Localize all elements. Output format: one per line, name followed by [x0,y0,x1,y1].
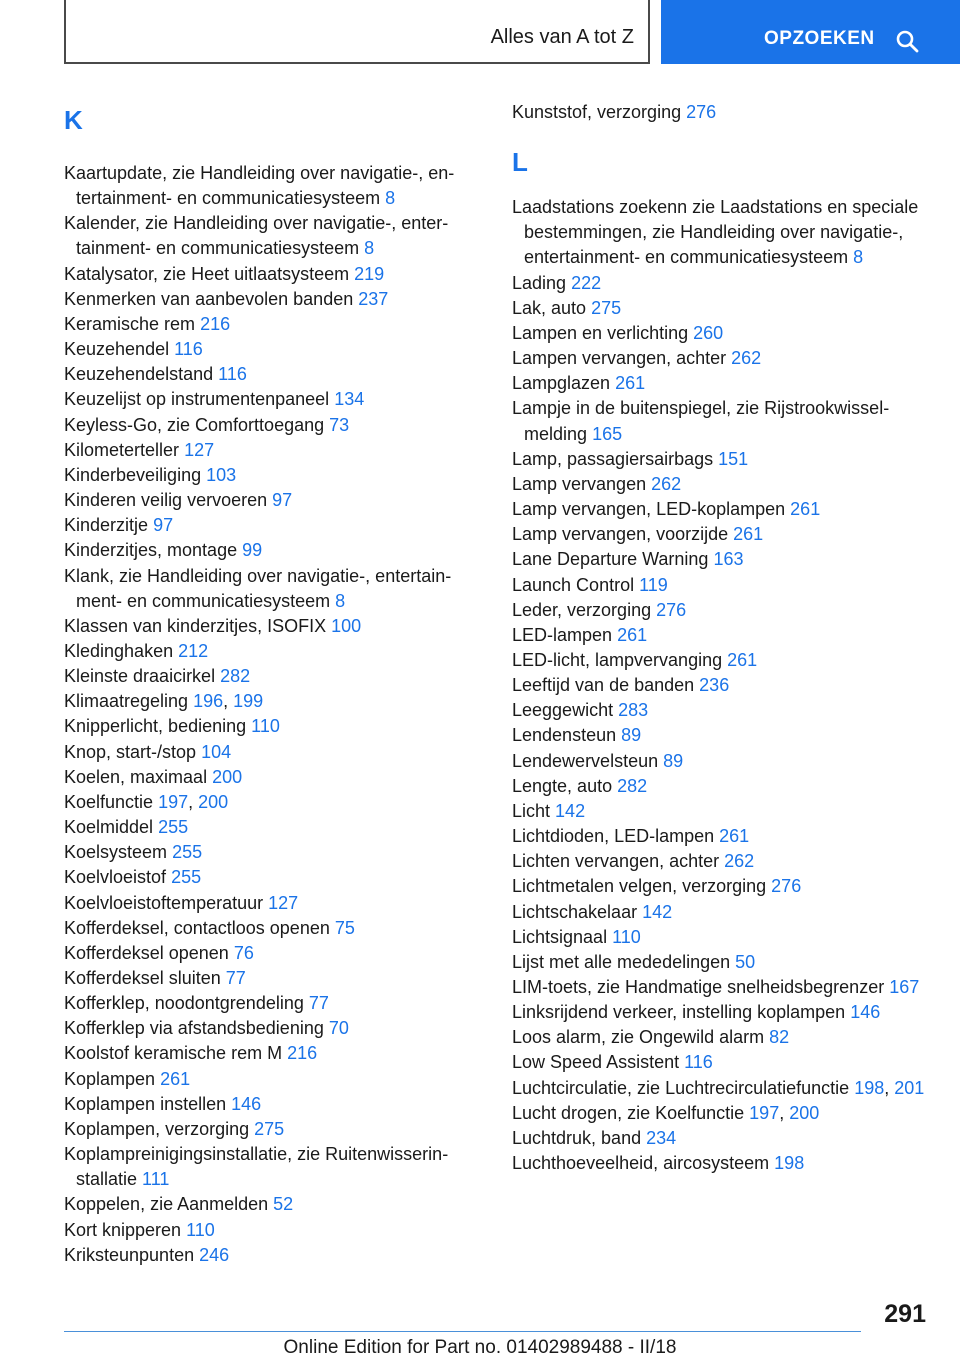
index-entry-text: Keuzelijst op instrumentenpaneel [64,389,330,410]
page-reference-link[interactable]: 197 [749,1102,780,1123]
index-entry [512,975,932,1000]
index-tab-label: Alles van A tot Z [490,26,634,48]
page-reference-link[interactable]: 246 [199,1244,230,1265]
index-entry-text: Lichtschakelaar [512,901,638,922]
index-entry-text: Koelsysteem [64,842,168,863]
page-reference-link[interactable]: 200 [212,766,243,787]
index-entry-text: Kunststof, verzorging [512,102,682,122]
index-entry [512,346,932,371]
index-entry [64,413,484,438]
page-reference-link[interactable]: 100 [331,615,362,636]
page-reference-link[interactable]: 151 [718,448,749,469]
page-reference-link[interactable]: 142 [555,800,586,821]
page-reference-link[interactable]: 200 [198,791,229,812]
page-reference-link[interactable]: 261 [617,624,648,645]
index-entry-text: Kofferdeksel openen [64,942,229,963]
index-entry [64,1041,484,1066]
index-entry [64,1067,484,1092]
page-reference-link[interactable]: 198 [854,1077,885,1098]
index-entry-text: Katalysator, zie Heet uitlaatsysteem [64,263,350,284]
page-reference-link[interactable]: 52 [273,1194,294,1215]
index-entry-text: Lengte, auto [512,775,613,796]
index-entry [64,337,484,362]
page-reference-link[interactable]: 276 [686,102,717,122]
page-reference-link[interactable]: 167 [889,977,920,997]
index-entry-list-continued [512,100,932,125]
page-reference-link[interactable]: 261 [727,649,758,670]
index-entry [512,950,932,975]
index-entry-text: Lampglazen [512,373,611,394]
index-entry [64,362,484,387]
index-entry [512,900,932,925]
index-entry [64,740,484,765]
page-reference-link[interactable]: 73 [329,414,350,435]
index-entry [64,387,484,412]
index-entry [512,447,932,472]
index-entry-list [64,161,484,1268]
page-reference-link[interactable]: 89 [621,725,642,746]
page-reference-link[interactable]: 216 [200,313,231,334]
index-entry [512,925,932,950]
index-entry-text: Keramische rem [64,313,196,334]
index-entry-text: Lampje in de buitenspiegel, zie Rijstrookwisselmelding [512,398,890,444]
page-reference-link[interactable]: 262 [651,473,682,494]
page-number: 291 [884,1300,926,1328]
index-entry-text: LIM-toets, zie Handmatige snelheidsbegrenzer [512,977,885,997]
index-entry-text: Kilometerteller [64,439,180,460]
page-reference-link[interactable]: 142 [642,901,673,922]
index-column-right [512,100,932,1176]
page-reference-link[interactable]: 111 [142,1169,170,1190]
page-reference-link[interactable]: 119 [639,574,668,595]
index-entry [64,564,484,614]
index-entry-text: Knop, start-/stop [64,741,197,762]
page-reference-link[interactable]: 212 [178,640,209,661]
index-entry [64,865,484,890]
index-entry-list [512,195,932,1176]
section-letter-k: K [64,105,83,135]
index-entry-text: Leeggewicht [512,700,614,721]
page-reference-link[interactable]: 283 [618,700,649,721]
page-reference-link[interactable]: 222 [571,272,602,293]
index-entry-text: Kleinste draaicirkel [64,666,216,687]
index-entry [64,991,484,1016]
index-entry [512,673,932,698]
page-reference-link[interactable]: 236 [699,675,730,696]
index-entry-text: Koelmiddel [64,817,154,838]
index-entry [512,799,932,824]
index-entry [64,1243,484,1268]
index-entry [512,1050,932,1075]
index-entry-text: Koolstof keramische rem M [64,1043,283,1064]
index-entry-text: Laadstations zoekenn zie Laadstations en speciale bestemmingen, zie Handleiding over navigatie-, entertainment- en communicatiesysteem [512,197,919,268]
page-reference-link[interactable]: 163 [713,549,744,570]
index-entry [512,296,932,321]
index-entry-text: Low Speed Assistent [512,1052,680,1073]
index-entry [512,1151,932,1176]
page-reference-link[interactable]: 103 [206,464,237,485]
page-reference-link[interactable]: 276 [656,599,687,620]
page-reference-link[interactable]: 262 [724,851,755,872]
index-entry [512,1025,932,1050]
page-reference-link[interactable]: 216 [287,1043,318,1064]
index-entry [512,497,932,522]
index-entry [64,1016,484,1041]
index-entry: Lucht drogen, zie Koelfunctie 197, 200 [512,1102,820,1123]
index-entry [64,211,484,261]
index-entry-text: Lampen en verlichting [512,322,689,343]
index-entry-text: Klassen van kinderzitjes, ISOFIX [64,615,327,636]
index-entry [64,840,484,865]
index-entry [64,463,484,488]
index-entry [64,488,484,513]
index-entry [64,438,484,463]
index-entry-text: Koelfunctie [64,791,154,812]
page-reference-link[interactable]: 198 [774,1153,805,1174]
index-entry-text: Kriksteunpunten [64,1244,195,1265]
page-reference-link[interactable]: 8 [335,590,346,611]
section-letter-l: L [512,147,528,178]
index-entry-text: Luchtdruk, band [512,1127,642,1148]
page-reference-link[interactable]: 196 [193,691,224,712]
page-reference-link[interactable]: 97 [153,515,174,536]
index-entry [512,874,932,899]
index-entry [64,1117,484,1142]
index-entry: Luchtcirculatie, zie Luchtrecirculatiefunctie 198, 201 [512,1077,925,1098]
index-entry-text: Lampen vervangen, achter [512,348,727,369]
page-reference-link[interactable]: 261 [160,1068,191,1089]
page-reference-link[interactable]: 255 [171,867,202,888]
page-reference-link[interactable]: 134 [334,389,365,410]
page-reference-link[interactable]: 50 [735,951,756,972]
page-reference-link[interactable]: 76 [233,942,254,963]
index-entry-text: Koelvloeistof [64,867,167,888]
index-entry [512,774,932,799]
edition-footer: Online Edition for Part no. 01402989488 - II/18 [283,1337,677,1358]
index-entry [64,513,484,538]
index-entry [512,371,932,396]
index-entry [64,312,484,337]
page-reference-link[interactable]: 70 [328,1018,349,1039]
index-entry-text: Loos alarm, zie Ongewild alarm [512,1027,765,1048]
page-reference-link[interactable]: 8 [385,188,396,209]
index-entry-text: Lijst met alle mededelingen [512,951,731,972]
index-entry [64,1218,484,1243]
index-entry-text: Lichtmetalen velgen, verzorging [512,876,767,897]
index-entry [512,271,932,296]
page-reference-link[interactable]: 146 [850,1002,881,1023]
top-navigation-bar [0,0,960,66]
page-reference-link[interactable]: 261 [615,373,646,394]
index-entry-text: Kenmerken van aanbevolen banden [64,288,354,309]
index-entry [512,1000,932,1025]
index-entry [512,1126,932,1151]
index-entry: Koelfunctie 197, 200 [64,791,229,812]
page-reference-link[interactable]: 262 [731,348,762,369]
page-reference-link[interactable]: 234 [646,1127,677,1148]
index-entry-text: Lane Departure Warning [512,549,709,570]
index-entry-text: Koplampreinigingsinstallatie, zie Ruitenwisserinstallatie [64,1144,449,1190]
index-entry-text: Lichten vervangen, achter [512,851,720,872]
index-entry-text: Lak, auto [512,297,587,318]
page-reference-link[interactable]: 276 [771,876,802,897]
index-entry-text: Linksrijdend verkeer, instelling koplampen [512,1002,846,1023]
index-entry [512,396,932,446]
page-reference-link[interactable]: 255 [172,842,203,863]
index-entry [512,472,932,497]
index-entry-text: Lendewervelsteun [512,750,659,771]
index-entry-text: Leder, verzorging [512,599,652,620]
page-reference-link[interactable]: 75 [334,917,355,938]
index-entry [64,262,484,287]
index-entry-text: Kinderzitje [64,515,149,536]
page-reference-link[interactable]: 110 [612,926,641,947]
index-entry-text: Kledinghaken [64,640,174,661]
index-column-left [64,100,484,1268]
index-entry [512,648,932,673]
footer-divider [64,1331,861,1332]
index-entry [64,639,484,664]
index-entry [512,598,932,623]
page-reference-link[interactable]: 282 [617,775,648,796]
index-entry [512,100,932,125]
index-entry-text: Lamp vervangen [512,473,647,494]
page-reference-link[interactable]: 165 [592,423,623,444]
index-entry [512,723,932,748]
index-entry-text: Lading [512,272,567,293]
page-reference-link[interactable]: 200 [789,1102,820,1123]
page-reference-link[interactable]: 89 [663,750,684,771]
index-entry-text: Kinderzitjes, montage [64,540,238,561]
index-entry [64,161,484,211]
index-entry [512,195,932,270]
index-entry [64,941,484,966]
index-entry [64,1192,484,1217]
page-reference-link[interactable]: 261 [733,524,764,545]
index-entry-text: Kinderen veilig vervoeren [64,490,268,511]
search-icon [895,29,919,53]
index-entry-text: Klank, zie Handleiding over navigatie-, entertainment- en communicatiesysteem [64,565,452,611]
index-tab[interactable] [64,0,650,64]
index-entry-text: Koppelen, zie Aanmelden [64,1194,269,1215]
index-entry [64,1092,484,1117]
page-reference-link[interactable]: 219 [354,263,385,284]
index-entry [64,538,484,563]
page-reference-link[interactable]: 282 [220,666,251,687]
page-reference-link[interactable]: 97 [272,490,293,511]
index-entry-text: Licht [512,800,551,821]
index-entry [64,287,484,312]
index-entry [64,664,484,689]
index-entry-text: Knipperlicht, bediening [64,716,247,737]
index-entry-text: Launch Control [512,574,635,595]
index-entry-text: Luchthoeveelheid, aircosysteem [512,1153,770,1174]
index-entry [512,573,932,598]
page-reference-link[interactable]: 116 [174,339,203,360]
index-entry [512,849,932,874]
page-reference-link[interactable]: 261 [719,826,750,847]
page-reference-link[interactable]: 201 [894,1077,925,1098]
index-entry-text: LED-licht, lampvervanging [512,649,723,670]
search-button-label: OPZOEKEN [764,28,875,49]
index-entry [512,321,932,346]
page-reference-link[interactable]: 77 [308,993,329,1014]
index-entry-text: Lamp vervangen, voorzijde [512,524,729,545]
page-reference-link[interactable]: 110 [251,716,280,737]
index-entry-text: Koplampen [64,1068,156,1089]
page-reference-link[interactable]: 8 [853,247,864,268]
page-reference-link[interactable]: 275 [254,1118,285,1139]
index-entry-text: Lendensteun [512,725,617,746]
page-reference-link[interactable]: 110 [186,1219,215,1240]
index-entry [64,891,484,916]
index-entry [64,1142,484,1192]
page-reference-link[interactable]: 104 [201,741,232,762]
page-reference-link[interactable]: 197 [158,791,189,812]
index-entry-text: Koplampen instellen [64,1093,227,1114]
index-entry-text: LED-lampen [512,624,613,645]
index-entry [64,815,484,840]
page-reference-link[interactable]: 116 [684,1052,713,1073]
page-reference-link[interactable]: 261 [790,499,821,520]
index-entry-text: Kofferklep, noodontgrendeling [64,993,304,1014]
index-entry-text: Koelen, maximaal [64,766,208,787]
index-entry-text: Keuzehendelstand [64,364,214,385]
index-entry-text: Kinderbeveiliging [64,464,202,485]
index-entry-text: Koplampen, verzorging [64,1118,250,1139]
page-reference-link[interactable]: 127 [268,892,299,913]
index-entry-text: Lucht drogen, zie Koelfunctie [512,1102,745,1123]
page-reference-link[interactable]: 255 [158,817,189,838]
index-entry [64,916,484,941]
index-entry-text: Keuzehendel [64,339,170,360]
index-entry-text: Leeftijd van de banden [512,675,695,696]
index-entry-text: Koelvloeistoftemperatuur [64,892,264,913]
page-reference-link[interactable]: 146 [231,1093,262,1114]
page-reference-link[interactable]: 275 [591,297,622,318]
index-entry-text: Klimaatregeling [64,691,189,712]
index-entry-text: Lichtsignaal [512,926,608,947]
index-entry: Klimaatregeling 196, 199 [64,691,264,712]
index-entry [64,765,484,790]
page-reference-link[interactable]: 99 [242,540,263,561]
index-entry [64,714,484,739]
page-reference-link[interactable]: 199 [233,691,264,712]
index-entry [64,614,484,639]
index-entry [512,522,932,547]
index-entry [512,547,932,572]
index-entry-text: Keyless-Go, zie Comforttoegang [64,414,325,435]
index-entry [512,623,932,648]
index-entry [64,966,484,991]
index-entry-text: Kaartupdate, zie Handleiding over navigatie-, entertainment- en communicatiesysteem [64,163,455,209]
index-entry [512,698,932,723]
page-reference-link[interactable]: 237 [358,288,389,309]
page-reference-link[interactable]: 260 [693,322,724,343]
search-button[interactable] [661,0,960,64]
index-entry-text: Kofferdeksel sluiten [64,968,221,988]
page-reference-link[interactable]: 8 [364,238,375,259]
index-entry-text: Luchtcirculatie, zie Luchtrecirculatiefunctie [512,1077,850,1098]
index-entry-text: Lichtdioden, LED-lampen [512,826,715,847]
index-entry-text: Lamp, passagiersairbags [512,448,714,469]
index-entry [512,824,932,849]
page-reference-link[interactable]: 116 [218,364,247,385]
page-reference-link[interactable]: 82 [769,1027,790,1048]
index-entry-text: Kofferklep via afstandsbediening [64,1018,324,1039]
index-entry-text: Lamp vervangen, LED-koplampen [512,499,786,520]
index-entry-text: Kofferdeksel, contactloos openen [64,917,330,938]
index-entry-text: Kalender, zie Handleiding over navigatie-, entertainment- en communicatiesysteem [64,213,449,259]
index-entry-text: Kort knipperen [64,1219,182,1240]
page-reference-link[interactable]: 77 [225,968,246,988]
page-reference-link[interactable]: 127 [184,439,215,460]
index-entry [512,749,932,774]
